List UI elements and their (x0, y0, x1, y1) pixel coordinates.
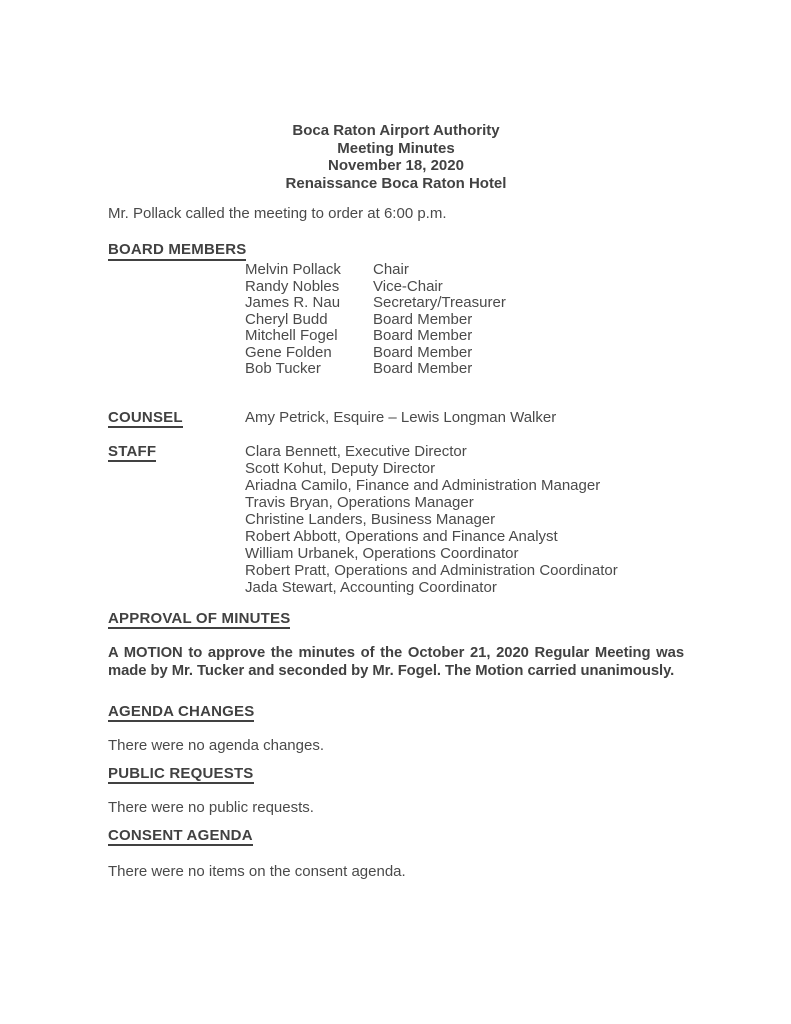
staff-list (245, 443, 618, 596)
board-member-name: Randy Nobles (245, 277, 340, 295)
header-location: Renaissance Boca Raton Hotel (285, 174, 507, 192)
board-member-title: Board Member (373, 360, 473, 377)
board-member-row (245, 295, 684, 312)
section-body: There were no items on the consent agenda. (108, 862, 406, 880)
board-members-heading-text: BOARD MEMBERS (108, 241, 246, 261)
board-member-title: Board Member (373, 327, 473, 344)
section-heading (108, 765, 684, 783)
section-heading-text: AGENDA CHANGES (108, 703, 254, 723)
board-member-name: James R. Nau (245, 294, 341, 311)
board-member-row (245, 279, 684, 296)
board-member-row (245, 262, 684, 279)
staff-heading-text: STAFF (108, 443, 156, 463)
staff-member: Jada Stewart, Accounting Coordinator (245, 578, 497, 596)
document-header (108, 122, 684, 192)
staff-member: Scott Kohut, Deputy Director (245, 459, 436, 477)
section (108, 827, 684, 880)
section-heading (108, 610, 684, 628)
board-member-row (245, 312, 684, 329)
section-heading (108, 703, 684, 721)
board-member-name: Melvin Pollack (245, 261, 341, 278)
board-member-title: Vice-Chair (373, 277, 443, 295)
counsel-row (108, 409, 684, 426)
header-organization: Boca Raton Airport Authority (292, 122, 500, 139)
section (108, 765, 684, 816)
section-body: There were no public requests. (108, 798, 314, 816)
section-heading (108, 827, 684, 845)
board-member-name: Gene Folden (245, 343, 332, 361)
call-to-order-text: Mr. Pollack called the meeting to order at 6:00 p.m. (108, 205, 447, 222)
board-members-heading (108, 241, 684, 259)
staff-row (108, 443, 684, 596)
staff-heading (108, 443, 245, 460)
board-member-name: Bob Tucker (245, 360, 321, 377)
board-member-name: Mitchell Fogel (245, 327, 338, 344)
section-body: A MOTION to approve the minutes of the October 21, 2020 Regular Meeting was made by Mr. Tucker and seconded by Mr. Fogel. The Motion carried unanimously. (108, 644, 684, 679)
board-member-row (245, 361, 684, 378)
section-body: There were no agenda changes. (108, 736, 324, 754)
section-heading-text: PUBLIC REQUESTS (108, 765, 254, 785)
board-member-title: Secretary/Treasurer (373, 294, 506, 311)
header-date: November 18, 2020 (328, 157, 464, 174)
board-member-row (245, 328, 684, 345)
staff-member: Robert Abbott, Operations and Finance Analyst (245, 527, 558, 545)
board-members-list (245, 262, 684, 378)
header-doc-type: Meeting Minutes (337, 139, 455, 157)
board-member-row (245, 345, 684, 362)
board-member-title: Chair (373, 261, 409, 278)
staff-member: Travis Bryan, Operations Manager (245, 493, 474, 511)
staff-member: Robert Pratt, Operations and Administration Coordinator (245, 561, 618, 579)
board-member-name: Cheryl Budd (245, 310, 328, 328)
staff-member: Clara Bennett, Executive Director (245, 442, 467, 460)
minutes-sections (108, 610, 684, 880)
section (108, 703, 684, 754)
section (108, 610, 684, 681)
counsel-heading (108, 409, 245, 426)
staff-member: William Urbanek, Operations Coordinator (245, 544, 519, 562)
counsel-value: Amy Petrick, Esquire – Lewis Longman Walker (245, 408, 557, 426)
board-member-title: Board Member (373, 310, 473, 328)
section-heading-text: CONSENT AGENDA (108, 827, 253, 847)
counsel-heading-text: COUNSEL (108, 409, 183, 429)
staff-member: Christine Landers, Business Manager (245, 510, 496, 528)
staff-member: Ariadna Camilo, Finance and Administration Manager (245, 476, 601, 494)
board-member-title: Board Member (373, 343, 473, 361)
section-heading-text: APPROVAL OF MINUTES (108, 610, 290, 630)
